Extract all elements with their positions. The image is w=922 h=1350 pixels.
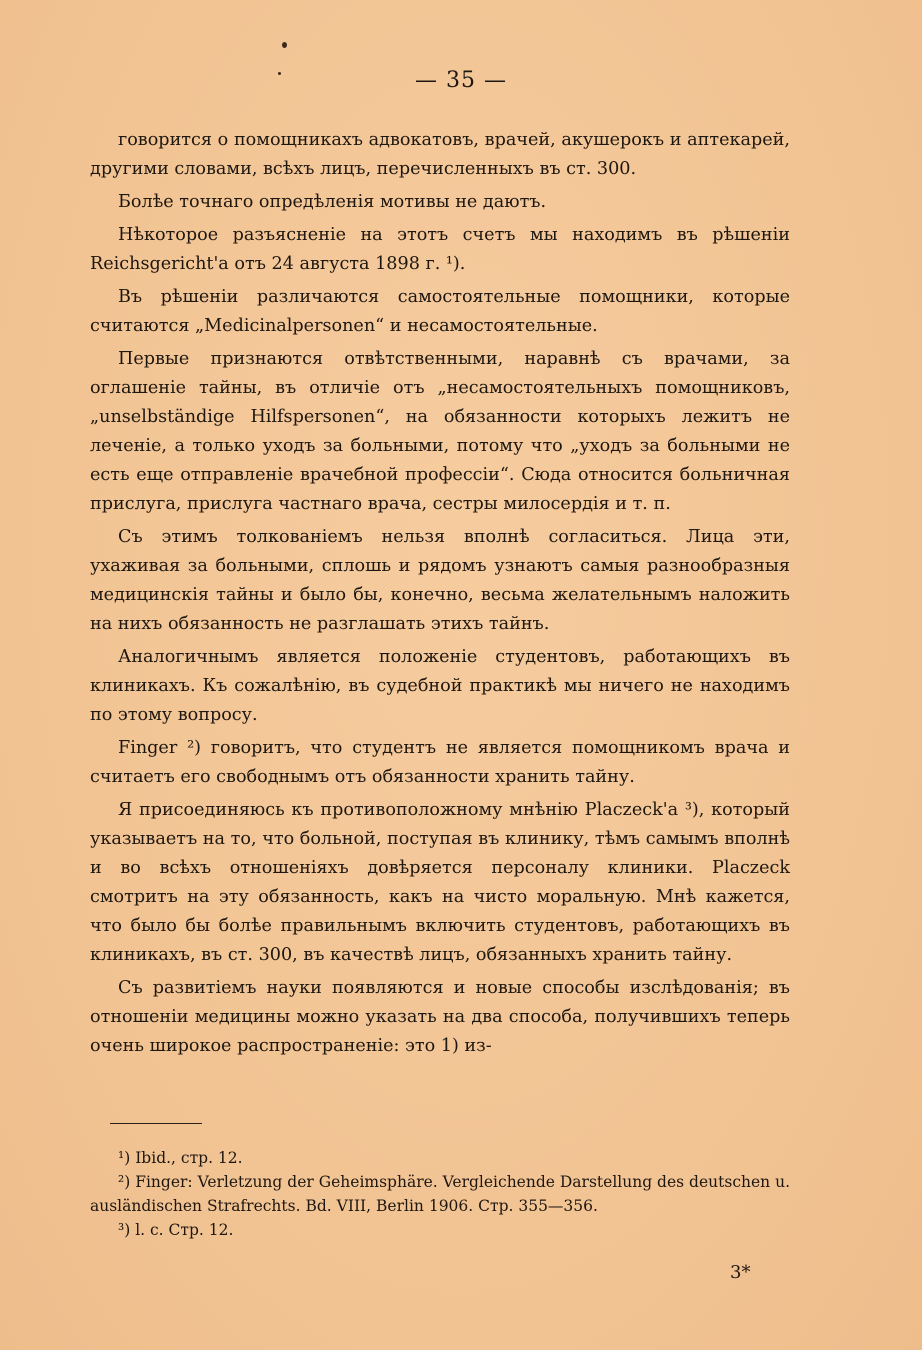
paragraph: Finger ²) говоритъ, что студентъ не является помощникомъ врача и считаетъ его свободнымъ отъ обязанности хранить тайну. bbox=[90, 738, 790, 787]
footnotes bbox=[90, 1146, 790, 1242]
footnote-divider bbox=[110, 1123, 202, 1124]
body-text bbox=[90, 126, 790, 1061]
ink-speck bbox=[282, 42, 287, 48]
paragraph: Болѣе точнаго опредѣленія мотивы не даютъ. bbox=[118, 192, 547, 212]
signature-mark: 3* bbox=[730, 1262, 751, 1283]
footnote: ³) l. c. Стр. 12. bbox=[118, 1221, 234, 1239]
paragraph: говорится о помощникахъ адвокатовъ, врачей, акушерокъ и аптекарей, другими словами, всѣхъ лицъ, перечисленныхъ въ ст. 300. bbox=[90, 130, 790, 179]
paragraph: Первые признаются отвѣтственными, наравнѣ съ врачами, за оглашеніе тайны, въ отличіе отъ „несамостоятельныхъ помощниковъ, „unselbständige Hilfspersonen“, на обязанности которыхъ лежитъ не леченіе, а только уходъ за больными, потому что „уходъ за больными не есть еще отправленіе врачебной профессіи“. Сюда относится больничная прислуга, прислуга частнаго врача, сестры милосердія и т. п. bbox=[90, 349, 790, 514]
paragraph: Съ развитіемъ науки появляются и новые способы изслѣдованія; въ отношеніи медицины можно указать на два способа, получившихъ теперь очень широкое распространеніе: это 1) из- bbox=[90, 978, 790, 1056]
page-number: — 35 — bbox=[415, 68, 507, 93]
paragraph: Аналогичнымъ является положеніе студентовъ, работающихъ въ клиникахъ. Къ сожалѣнію, въ судебной практикѣ мы ничего не находимъ по этому вопросу. bbox=[90, 647, 790, 725]
footnote: ²) Finger: Verletzung der Geheimsphäre. Vergleichende Darstellung des deutschen u. ausländischen Strafrechts. Bd. VIII, Berlin 1906. Стр. 355—356. bbox=[90, 1173, 790, 1215]
footnote: ¹) Ibid., стр. 12. bbox=[118, 1149, 243, 1167]
paragraph: Я присоединяюсь къ противоположному мнѣнію Placzeck'а ³), который указываетъ на то, что больной, поступая въ клинику, тѣмъ самымъ вполнѣ и во всѣхъ отношеніяхъ довѣряется персоналу клиники. Placzeck смотритъ на эту обязанность, какъ на чисто моральную. Мнѣ кажется, что было бы болѣе правильнымъ включить студентовъ, работающихъ въ клиникахъ, въ ст. 300, въ качествѣ лицъ, обязанныхъ хранить тайну. bbox=[90, 800, 790, 965]
paragraph: Нѣкоторое разъясненіе на этотъ счетъ мы находимъ въ рѣшеніи Reichsgericht'а отъ 24 августа 1898 г. ¹). bbox=[90, 225, 790, 274]
paragraph: Въ рѣшеніи различаются самостоятельные помощники, которые считаются „Medicinalpersonen“ и несамостоятельные. bbox=[90, 287, 790, 336]
paragraph: Съ этимъ толкованіемъ нельзя вполнѣ согласиться. Лица эти, ухаживая за больными, сплошь и рядомъ узнаютъ самыя разнообразныя медицинскія тайны и было бы, конечно, весьма желательнымъ наложить на нихъ обязанность не разглашать этихъ тайнъ. bbox=[90, 527, 790, 634]
